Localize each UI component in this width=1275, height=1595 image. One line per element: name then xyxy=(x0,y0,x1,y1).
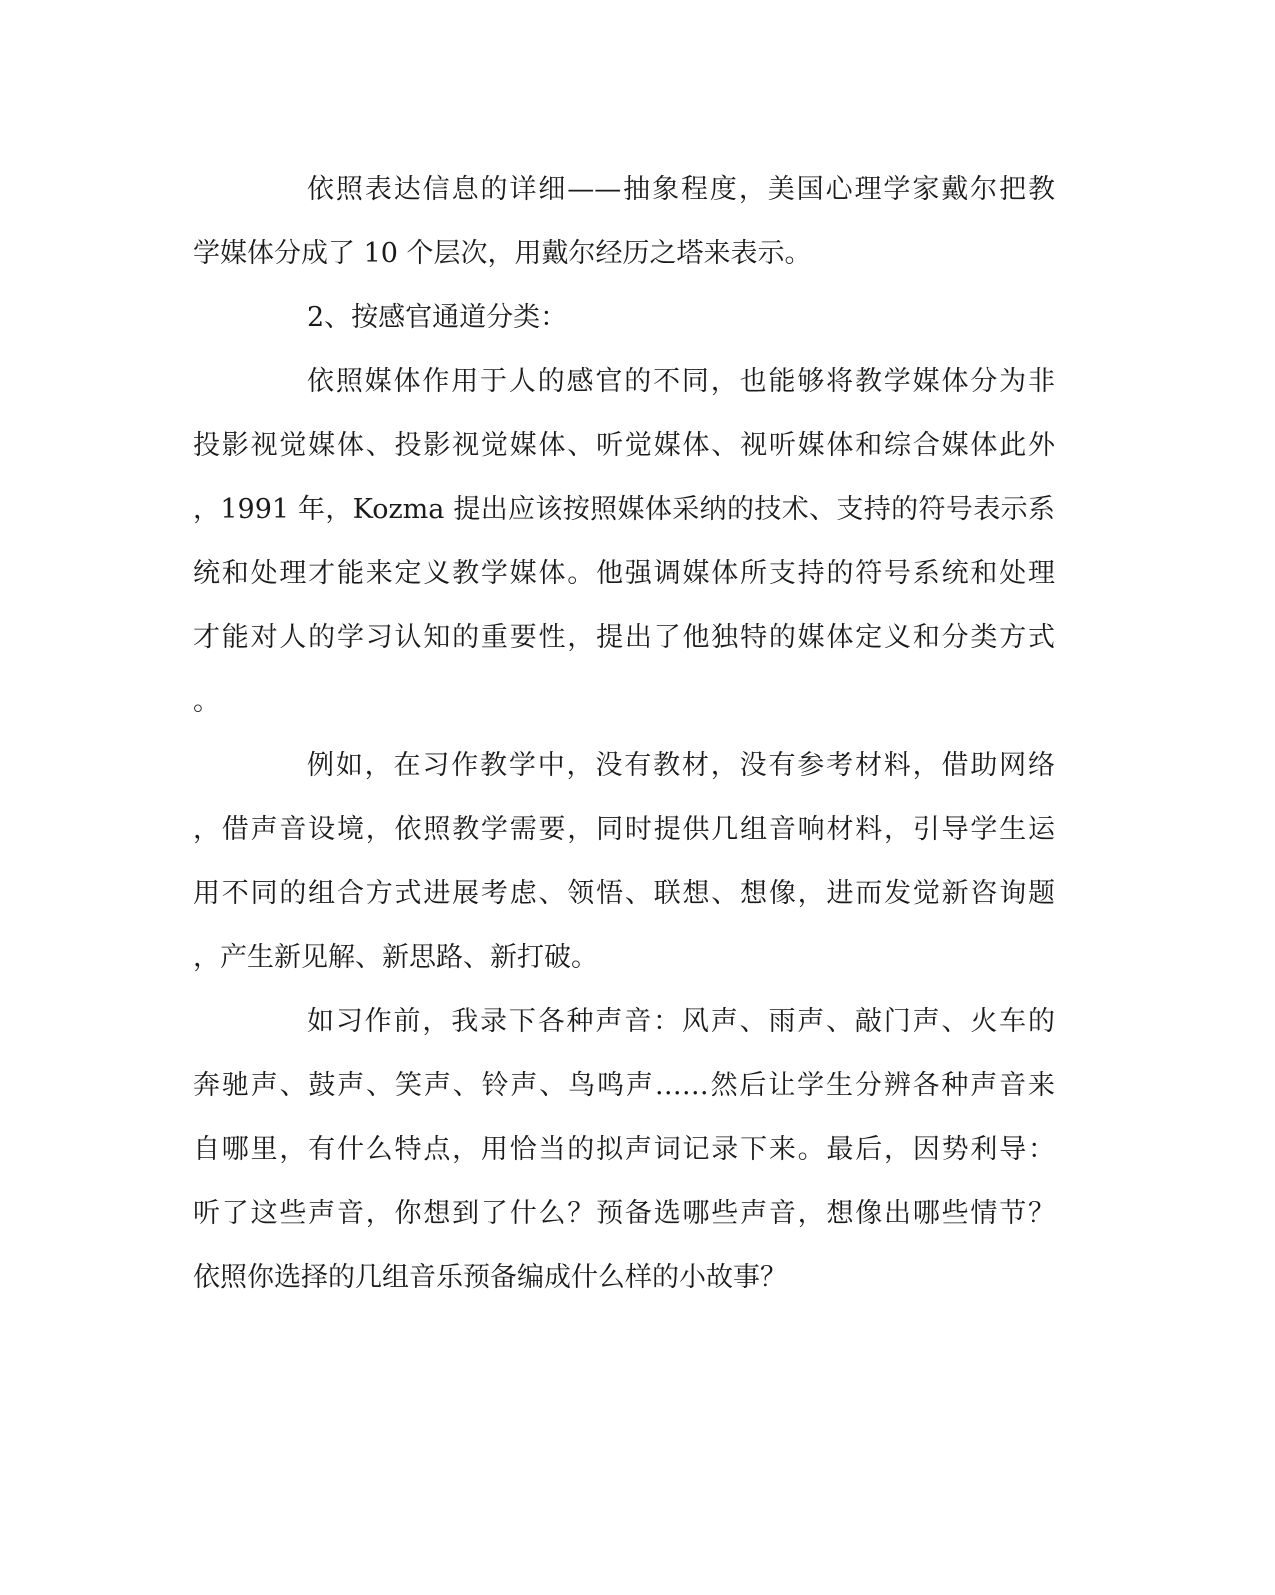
paragraph-4-line-4: ，产生新见解、新思路、新打破。 xyxy=(193,942,598,973)
section-heading: 2、按感官通道分类： xyxy=(307,302,568,333)
paragraph-3-line-3: ，1991 年，Kozma 提出应该按照媒体采纳的技术、支持的符号表示系 xyxy=(193,494,1055,525)
paragraph-5-line-3: 自哪里，有什么特点，用恰当的拟声词记录下来。最后，因势利导： xyxy=(193,1134,1055,1165)
paragraph-3-line-5: 才能对人的学习认知的重要性，提出了他独特的媒体定义和分类方式 xyxy=(193,622,1055,653)
paragraph-1-line-2: 学媒体分成了 10 个层次，用戴尔经历之塔来表示。 xyxy=(193,238,812,269)
paragraph-1-line-1: 依照表达信息的详细——抽象程度，美国心理学家戴尔把教 xyxy=(307,174,1055,205)
paragraph-5-line-2: 奔驰声、鼓声、笑声、铃声、鸟鸣声……然后让学生分辨各种声音来 xyxy=(193,1070,1055,1101)
paragraph-3-line-1: 依照媒体作用于人的感官的不同，也能够将教学媒体分为非 xyxy=(307,366,1055,397)
paragraph-5-line-1: 如习作前，我录下各种声音：风声、雨声、敲门声、火车的 xyxy=(307,1006,1055,1037)
paragraph-5-line-5: 依照你选择的几组音乐预备编成什么样的小故事？ xyxy=(193,1262,787,1293)
paragraph-3-line-6: 。 xyxy=(193,686,220,717)
paragraph-5-line-4: 听了这些声音，你想到了什么？预备选哪些声音，想像出哪些情节？ xyxy=(193,1198,1055,1229)
paragraph-3-line-2: 投影视觉媒体、投影视觉媒体、听觉媒体、视听媒体和综合媒体此外 xyxy=(193,430,1055,461)
paragraph-3-line-4: 统和处理才能来定义教学媒体。他强调媒体所支持的符号系统和处理 xyxy=(193,558,1055,589)
paragraph-4-line-1: 例如，在习作教学中，没有教材，没有参考材料，借助网络 xyxy=(307,750,1055,781)
paragraph-4-line-2: ，借声音设境，依照教学需要，同时提供几组音响材料，引导学生运 xyxy=(193,814,1055,845)
paragraph-4-line-3: 用不同的组合方式进展考虑、领悟、联想、想像，进而发觉新咨询题 xyxy=(193,878,1055,909)
